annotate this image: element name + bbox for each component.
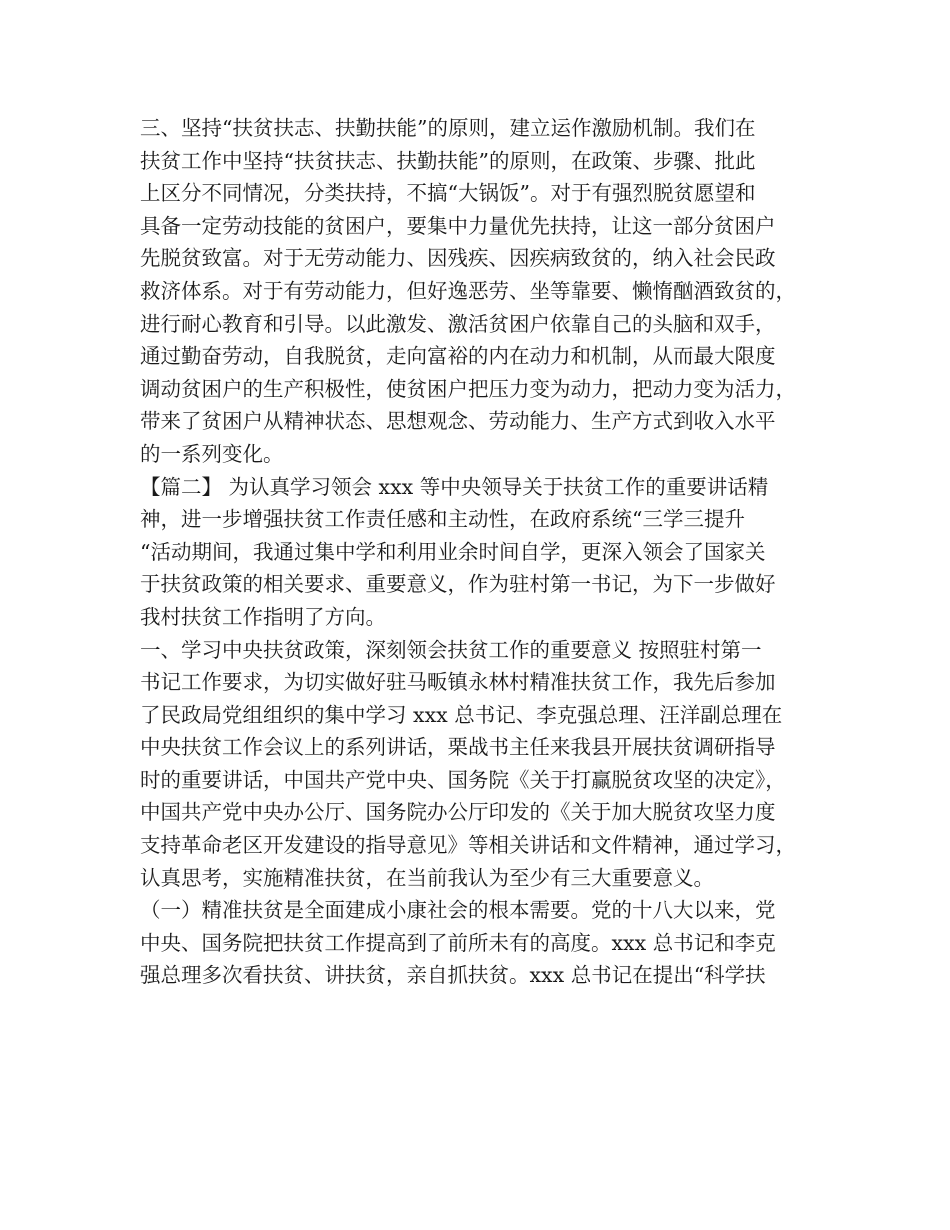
document-body [140, 112, 830, 992]
text-line: 进行耐心教育和引导。以此激发、激活贫困户依靠自己的头脑和双手， [140, 311, 776, 336]
text-line: 中央扶贫工作会议上的系列讲话，栗战书主任来我县开展扶贫调研指导 [140, 735, 776, 760]
text-line: 【篇二】 为认真学习领会 xxx 等中央领导关于扶贫工作的重要讲话精 [140, 474, 769, 499]
text-line: 调动贫困户的生产积极性，使贫困户把压力变为动力，把动力变为活力， [140, 376, 796, 401]
text-line: 神，进一步增强扶贫工作责任感和主动性，在政府系统“三学三提升 [140, 507, 745, 532]
text-line: 一、学习中央扶贫政策，深刻领会扶贫工作的重要意义 按照驻村第一 [140, 637, 762, 662]
text-line: 我村扶贫工作指明了方向。 [140, 604, 386, 629]
text-line: 中国共产党中央办公厅、国务院办公厅印发的《关于加大脱贫攻坚力度 [140, 800, 776, 825]
text-line: 强总理多次看扶贫、讲扶贫，亲自抓扶贫。xxx 总书记在提出“科学扶 [140, 963, 766, 988]
text-line: 先脱贫致富。对于无劳动能力、因残疾、因疾病致贫的，纳入社会民政 [140, 246, 776, 271]
text-line: 支持革命老区开发建设的指导意见》等相关讲话和文件精神，通过学习， [140, 833, 796, 858]
text-line: “活动期间，我通过集中学和利用业余时间自学，更深入领会了国家关 [140, 539, 766, 564]
text-line: 的一系列变化。 [140, 441, 284, 466]
text-line: 于扶贫政策的相关要求、重要意义，作为驻村第一书记，为下一步做好 [140, 572, 776, 597]
text-line: 认真思考，实施精准扶贫，在当前我认为至少有三大重要意义。 [140, 865, 714, 890]
text-line: 扶贫工作中坚持“扶贫扶志、扶勤扶能”的原则，在政策、步骤、批此 [140, 148, 756, 173]
text-line: 书记工作要求，为切实做好驻马畈镇永林村精准扶贫工作，我先后参加 [140, 670, 776, 695]
text-line: 通过勤奋劳动，自我脱贫，走向富裕的内在动力和机制，从而最大限度 [140, 344, 776, 369]
text-line: 救济体系。对于有劳动能力，但好逸恶劳、坐等靠要、懒惰酗酒致贫的， [140, 278, 796, 303]
text-line: 带来了贫困户从精神状态、思想观念、劳动能力、生产方式到收入水平 [140, 409, 776, 434]
text-line: 了民政局党组组织的集中学习 xxx 总书记、李克强总理、汪洋副总理在 [140, 702, 783, 727]
text-line: （一）精准扶贫是全面建成小康社会的根本需要。党的十八大以来，党 [140, 898, 776, 923]
text-line: 时的重要讲话，中国共产党中央、国务院《关于打赢脱贫攻坚的决定》， [140, 767, 786, 792]
text-line: 上区分不同情况，分类扶持，不搞“大锅饭”。对于有强烈脱贫愿望和 [140, 181, 756, 206]
text-line: 中央、国务院把扶贫工作提高到了前所未有的高度。xxx 总书记和李克 [140, 930, 776, 955]
text-line: 具备一定劳动技能的贫困户，要集中力量优先扶持，让这一部分贫困户 [140, 213, 776, 238]
text-line: 三、坚持“扶贫扶志、扶勤扶能”的原则，建立运作激励机制。我们在 [140, 116, 756, 140]
